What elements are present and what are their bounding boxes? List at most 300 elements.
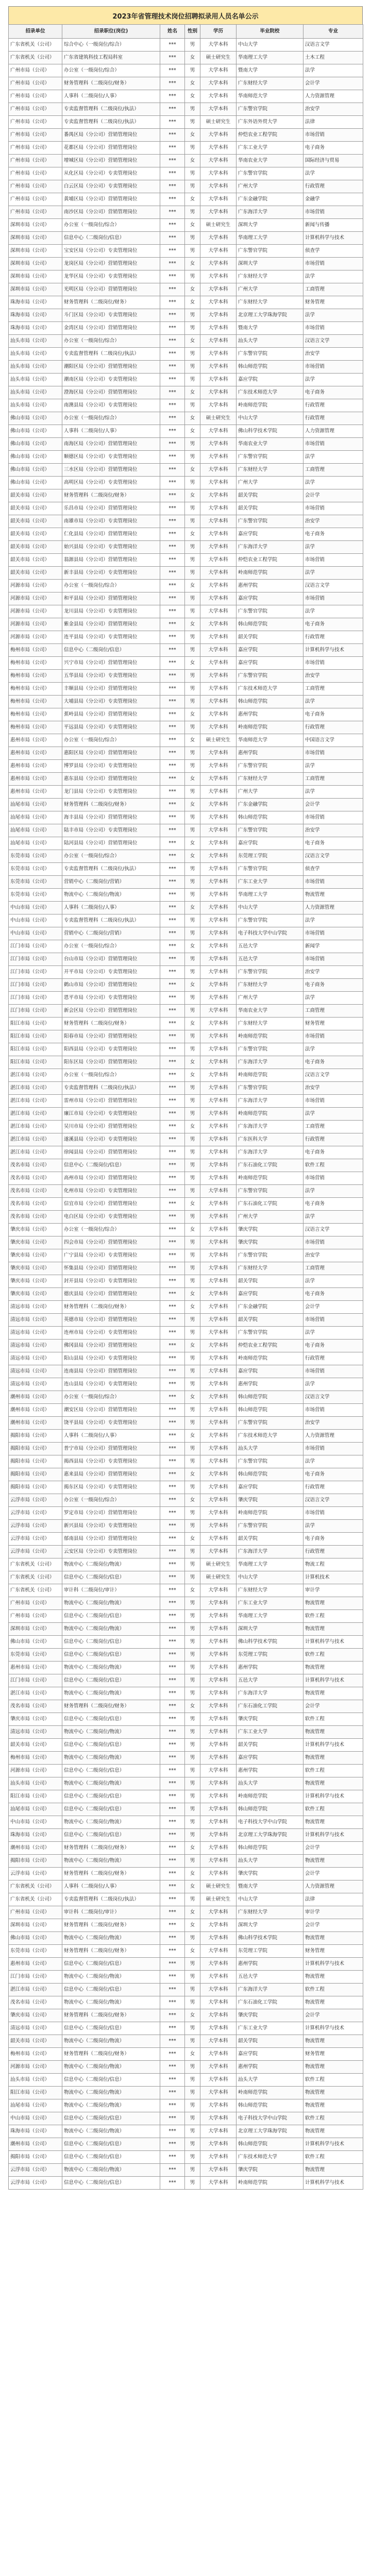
cell-school: 北京理工大学珠海学院: [237, 1829, 303, 1842]
cell-unit: 惠州市局（公司）: [9, 734, 62, 747]
cell-major: 工商管理: [303, 464, 363, 477]
cell-school: 广东海洋大学: [237, 206, 303, 219]
cell-position: 信息中心（二级岗位/信息）: [62, 2177, 160, 2190]
cell-education: 大学本科: [200, 1584, 237, 1597]
cell-school: 仲恺农业工程学院: [237, 554, 303, 567]
table-row: [9, 219, 363, 232]
cell-unit: 茂名市局（公司）: [9, 1996, 62, 2009]
cell-position: 惠东县局（分公司）营销管理岗位: [62, 773, 160, 786]
cell-name: ***: [160, 1043, 185, 1056]
cell-major: 物流管理: [303, 1855, 363, 1868]
cell-school: 汕头大学: [237, 2074, 303, 2087]
cell-education: 大学本科: [200, 515, 237, 528]
cell-education: 大学本科: [200, 296, 237, 309]
cell-name: ***: [160, 39, 185, 52]
cell-position: 信息中心（二级岗位/信息）: [62, 1765, 160, 1777]
table-row: [9, 992, 363, 1005]
cell-education: 大学本科: [200, 1249, 237, 1262]
cell-gender: 男: [185, 103, 200, 116]
cell-unit: 珠海市局（公司）: [9, 1829, 62, 1842]
cell-gender: 男: [185, 747, 200, 760]
cell-unit: 阳江市局（公司）: [9, 1043, 62, 1056]
cell-gender: 女: [185, 1945, 200, 1958]
cell-major: 电子商务: [303, 386, 363, 399]
cell-unit: 广州市局（公司）: [9, 167, 62, 180]
cell-education: 大学本科: [200, 1352, 237, 1365]
cell-major: 汉语言文学: [303, 580, 363, 592]
cell-name: ***: [160, 979, 185, 992]
cell-gender: 男: [185, 1546, 200, 1558]
cell-position: 信息中心（二级岗位/信息）: [62, 1159, 160, 1172]
cell-education: 大学本科: [200, 1481, 237, 1494]
cell-position: 人事科（二级岗位/人事）: [62, 1880, 160, 1893]
cell-name: ***: [160, 2009, 185, 2022]
cell-name: ***: [160, 1868, 185, 1880]
cell-school: 广东工业大学: [237, 142, 303, 155]
cell-major: 法学: [303, 992, 363, 1005]
cell-education: 大学本科: [200, 1507, 237, 1520]
cell-school: 广东警官学院: [237, 824, 303, 837]
cell-education: 大学本科: [200, 747, 237, 760]
cell-unit: 深圳市局（公司）: [9, 219, 62, 232]
cell-gender: 女: [185, 580, 200, 592]
cell-position: 营销中心（二级岗位/营销）: [62, 927, 160, 940]
cell-major: 汉语言文学: [303, 1494, 363, 1507]
cell-gender: 女: [185, 799, 200, 811]
cell-position: 仁化县局（分公司）营销管理岗位: [62, 528, 160, 541]
cell-position: 专卖监督管理科（二级岗位/执法）: [62, 103, 160, 116]
cell-gender: 女: [185, 1584, 200, 1597]
cell-name: ***: [160, 889, 185, 902]
cell-major: 计算机科学与技术: [303, 1958, 363, 1971]
cell-position: 高明区局（分公司）专卖管理岗位: [62, 477, 160, 489]
cell-gender: 男: [185, 786, 200, 799]
cell-major: 行政管理: [303, 631, 363, 644]
cell-unit: 梅州市局（公司）: [9, 683, 62, 696]
cell-position: 办公室（一级岗位/综合）: [62, 1391, 160, 1404]
cell-school: 佛山科学技术学院: [237, 425, 303, 438]
cell-education: 大学本科: [200, 2035, 237, 2048]
cell-unit: 揭阳市局（公司）: [9, 1855, 62, 1868]
candidate-table: [8, 24, 363, 2190]
cell-name: ***: [160, 1829, 185, 1842]
cell-unit: 云浮市局（公司）: [9, 1494, 62, 1507]
cell-position: 营销中心（二级岗位/营销）: [62, 876, 160, 889]
cell-major: 汉语言文学: [303, 1391, 363, 1404]
cell-position: 物流中心（二级岗位/物流）: [62, 1558, 160, 1571]
col-education: 学历: [200, 25, 237, 39]
cell-name: ***: [160, 708, 185, 721]
cell-school: 广东财经大学: [237, 1018, 303, 1030]
cell-major: 法学: [303, 1185, 363, 1198]
cell-name: ***: [160, 1623, 185, 1636]
cell-education: 大学本科: [200, 1996, 237, 2009]
cell-school: 嘉应学院: [237, 644, 303, 657]
cell-name: ***: [160, 554, 185, 567]
cell-gender: 男: [185, 1043, 200, 1056]
cell-name: ***: [160, 721, 185, 734]
cell-gender: 男: [185, 644, 200, 657]
table-row: [9, 1108, 363, 1121]
cell-position: 物流中心（二级岗位/物流）: [62, 2125, 160, 2138]
table-row: [9, 142, 363, 155]
cell-education: 大学本科: [200, 1262, 237, 1275]
table-row: [9, 1404, 363, 1417]
cell-position: 信息中心（二级岗位/信息）: [62, 2022, 160, 2035]
cell-major: 计算机科学与技术: [303, 1636, 363, 1649]
cell-name: ***: [160, 824, 185, 837]
cell-school: 东莞理工学院: [237, 1945, 303, 1958]
cell-position: 龙岗区局（分公司）营销管理岗位: [62, 258, 160, 270]
cell-position: 物流中心（二级岗位/物流）: [62, 1777, 160, 1790]
col-position: 招录职位(岗位): [62, 25, 160, 39]
cell-major: 物流管理: [303, 1971, 363, 1984]
cell-major: 市场营销: [303, 1443, 363, 1455]
cell-education: 大学本科: [200, 245, 237, 258]
cell-unit: 汕头市局（公司）: [9, 335, 62, 348]
cell-major: 治安学: [303, 824, 363, 837]
cell-unit: 肇庆市局（公司）: [9, 2009, 62, 2022]
cell-education: 大学本科: [200, 502, 237, 515]
cell-unit: 肇庆市局（公司）: [9, 1713, 62, 1726]
cell-name: ***: [160, 1018, 185, 1030]
cell-position: 人事科（二级岗位/人事）: [62, 1430, 160, 1443]
cell-name: ***: [160, 799, 185, 811]
cell-school: 广东财经大学: [237, 270, 303, 283]
cell-gender: 女: [185, 1198, 200, 1211]
cell-major: 法学: [303, 914, 363, 927]
cell-position: 始兴县局（分公司）专卖管理岗位: [62, 541, 160, 554]
cell-gender: 男: [185, 1236, 200, 1249]
cell-unit: 汕尾市局（公司）: [9, 799, 62, 811]
cell-position: 翁源县局（分公司）营销管理岗位: [62, 554, 160, 567]
cell-education: 大学本科: [200, 1790, 237, 1803]
cell-school: 广东警官学院: [237, 515, 303, 528]
cell-gender: 男: [185, 1481, 200, 1494]
cell-major: 法学: [303, 541, 363, 554]
cell-position: 物流中心（二级岗位/物流）: [62, 2061, 160, 2074]
cell-name: ***: [160, 747, 185, 760]
cell-major: 电子商务: [303, 708, 363, 721]
table-row: [9, 296, 363, 309]
cell-gender: 男: [185, 1314, 200, 1327]
cell-gender: 男: [185, 2022, 200, 2035]
cell-education: 大学本科: [200, 1275, 237, 1288]
cell-school: 深圳大学: [237, 1919, 303, 1932]
cell-school: 岭南师范学院: [237, 1790, 303, 1803]
cell-position: 连平县局（分公司）专卖管理岗位: [62, 631, 160, 644]
cell-education: 大学本科: [200, 464, 237, 477]
cell-education: 大学本科: [200, 180, 237, 193]
cell-unit: 河源市局（公司）: [9, 1765, 62, 1777]
cell-major: 物流管理: [303, 1687, 363, 1700]
cell-education: 大学本科: [200, 142, 237, 155]
cell-name: ***: [160, 1507, 185, 1520]
table-row: [9, 1893, 363, 1906]
cell-major: 行政管理: [303, 721, 363, 734]
cell-position: 信宜市局（分公司）营销管理岗位: [62, 1198, 160, 1211]
table-row: [9, 270, 363, 283]
table-row: [9, 1790, 363, 1803]
cell-major: 市场营销: [303, 1236, 363, 1249]
table-row: [9, 1494, 363, 1507]
cell-education: 大学本科: [200, 1146, 237, 1159]
cell-unit: 云浮市局（公司）: [9, 1520, 62, 1533]
cell-education: 大学本科: [200, 2112, 237, 2125]
cell-school: 华南理工大学: [237, 889, 303, 902]
cell-major: 市场营销: [303, 592, 363, 605]
cell-gender: 女: [185, 940, 200, 953]
table-row: [9, 1417, 363, 1430]
cell-school: 佛山科学技术学院: [237, 1636, 303, 1649]
cell-unit: 广州市局（公司）: [9, 206, 62, 219]
cell-gender: 男: [185, 2035, 200, 2048]
cell-gender: 男: [185, 116, 200, 129]
cell-position: 物流中心（二级岗位/物流）: [62, 1971, 160, 1984]
table-row: [9, 1468, 363, 1481]
cell-gender: 男: [185, 1185, 200, 1198]
cell-education: 大学本科: [200, 1674, 237, 1687]
cell-school: 肇庆学院: [237, 1236, 303, 1249]
cell-education: 大学本科: [200, 489, 237, 502]
cell-major: 市场营销: [303, 1172, 363, 1185]
cell-gender: 男: [185, 863, 200, 876]
table-row: [9, 914, 363, 927]
table-row: [9, 39, 363, 52]
cell-school: 广东技术师范大学: [237, 2151, 303, 2164]
cell-position: 陆丰市局（分公司）专卖管理岗位: [62, 824, 160, 837]
table-row: [9, 438, 363, 451]
cell-major: 侦查学: [303, 863, 363, 876]
cell-position: 物流中心（二级岗位/物流）: [62, 2035, 160, 2048]
cell-gender: 女: [185, 1069, 200, 1082]
cell-major: 市场营销: [303, 1365, 363, 1378]
cell-major: 工商管理: [303, 1121, 363, 1133]
cell-education: 大学本科: [200, 786, 237, 799]
cell-major: 软件工程: [303, 1984, 363, 1996]
cell-education: 大学本科: [200, 554, 237, 567]
cell-unit: 揭阳市局（公司）: [9, 1468, 62, 1481]
cell-position: 南沙区局（分公司）营销管理岗位: [62, 206, 160, 219]
cell-gender: 男: [185, 232, 200, 245]
cell-education: 大学本科: [200, 1404, 237, 1417]
cell-unit: 梅州市局（公司）: [9, 644, 62, 657]
cell-name: ***: [160, 1739, 185, 1752]
cell-position: 潮安区局（分公司）营销管理岗位: [62, 1404, 160, 1417]
cell-position: 丰顺县局（分公司）营销管理岗位: [62, 683, 160, 696]
cell-unit: 云浮市局（公司）: [9, 1546, 62, 1558]
cell-major: 电子商务: [303, 1198, 363, 1211]
cell-major: 计算机科学与技术: [303, 232, 363, 245]
cell-school: 广东财经大学: [237, 979, 303, 992]
cell-school: 华南理工大学: [237, 1558, 303, 1571]
cell-name: ***: [160, 283, 185, 296]
cell-name: ***: [160, 1288, 185, 1301]
table-row: [9, 1700, 363, 1713]
cell-name: ***: [160, 811, 185, 824]
table-row: [9, 309, 363, 322]
cell-position: 专卖监督管理科（二级岗位/执法）: [62, 1082, 160, 1095]
cell-major: 市场营销: [303, 811, 363, 824]
cell-gender: 女: [185, 296, 200, 309]
cell-major: 物流管理: [303, 1662, 363, 1674]
cell-unit: 广东省机关（公司）: [9, 1571, 62, 1584]
cell-school: 广东警官学院: [237, 103, 303, 116]
table-row: [9, 902, 363, 914]
cell-unit: 东莞市局（公司）: [9, 863, 62, 876]
table-row: [9, 361, 363, 374]
cell-unit: 深圳市局（公司）: [9, 232, 62, 245]
cell-position: 办公室（一级岗位/综合）: [62, 1069, 160, 1082]
table-row: [9, 592, 363, 605]
cell-name: ***: [160, 683, 185, 696]
cell-education: 大学本科: [200, 1443, 237, 1455]
cell-major: 计算机科学与技术: [303, 1790, 363, 1803]
cell-education: 大学本科: [200, 1906, 237, 1919]
table-row: [9, 824, 363, 837]
cell-position: 阳西县局（分公司）专卖管理岗位: [62, 1043, 160, 1056]
cell-school: 嘉应学院: [237, 374, 303, 386]
cell-name: ***: [160, 1958, 185, 1971]
cell-gender: 男: [185, 567, 200, 580]
table-row: [9, 2074, 363, 2087]
cell-gender: 男: [185, 1726, 200, 1739]
cell-gender: 女: [185, 52, 200, 64]
cell-major: 工商管理: [303, 1005, 363, 1018]
cell-school: 广东警官学院: [237, 1082, 303, 1095]
cell-gender: 男: [185, 1674, 200, 1687]
cell-name: ***: [160, 1121, 185, 1133]
cell-name: ***: [160, 734, 185, 747]
cell-name: ***: [160, 953, 185, 966]
table-row: [9, 258, 363, 270]
cell-name: ***: [160, 1378, 185, 1391]
cell-gender: 男: [185, 1610, 200, 1623]
cell-name: ***: [160, 116, 185, 129]
cell-education: 大学本科: [200, 1842, 237, 1855]
table-row: [9, 515, 363, 528]
cell-school: 韶关学院: [237, 631, 303, 644]
cell-position: 信息中心（二级岗位/信息）: [62, 2074, 160, 2087]
cell-name: ***: [160, 2074, 185, 2087]
cell-school: 汕头大学: [237, 1777, 303, 1790]
cell-name: ***: [160, 1030, 185, 1043]
cell-education: 大学本科: [200, 876, 237, 889]
cell-unit: 阳江市局（公司）: [9, 1056, 62, 1069]
cell-gender: 男: [185, 502, 200, 515]
cell-gender: 男: [185, 1984, 200, 1996]
cell-school: 岭南师范学院: [237, 399, 303, 412]
cell-gender: 男: [185, 696, 200, 708]
table-row: [9, 657, 363, 670]
cell-position: 信息中心（二级岗位/信息）: [62, 1713, 160, 1726]
cell-unit: 云浮市局（公司）: [9, 1533, 62, 1546]
cell-education: 大学本科: [200, 2151, 237, 2164]
cell-gender: 女: [185, 1121, 200, 1133]
cell-position: 南海区局（分公司）营销管理岗位: [62, 438, 160, 451]
cell-major: 电子商务: [303, 142, 363, 155]
cell-unit: 东莞市局（公司）: [9, 1649, 62, 1662]
cell-unit: 佛山市局（公司）: [9, 1636, 62, 1649]
cell-school: 嘉应学院: [237, 837, 303, 850]
cell-name: ***: [160, 1224, 185, 1236]
cell-name: ***: [160, 773, 185, 786]
cell-position: 怀集县局（分公司）营销管理岗位: [62, 1262, 160, 1275]
cell-school: 北京理工大学珠海学院: [237, 2125, 303, 2138]
table-row: [9, 1687, 363, 1700]
cell-name: ***: [160, 1494, 185, 1507]
cell-major: 市场营销: [303, 657, 363, 670]
cell-position: 物流中心（二级岗位/物流）: [62, 1726, 160, 1739]
cell-unit: 清远市局（公司）: [9, 1378, 62, 1391]
cell-position: 饶平县局（分公司）专卖管理岗位: [62, 1417, 160, 1430]
cell-education: 大学本科: [200, 1816, 237, 1829]
cell-name: ***: [160, 1610, 185, 1623]
cell-school: 广东警官学院: [237, 167, 303, 180]
cell-school: 嘉应学院: [237, 657, 303, 670]
cell-education: 硕士研究生: [200, 412, 237, 425]
cell-unit: 广东省机关（公司）: [9, 1893, 62, 1906]
cell-position: 信息中心（二级岗位/信息）: [62, 232, 160, 245]
table-row: [9, 605, 363, 618]
cell-unit: 深圳市局（公司）: [9, 283, 62, 296]
table-row: [9, 1803, 363, 1816]
cell-education: 大学本科: [200, 2138, 237, 2151]
cell-school: 韶关学院: [237, 1533, 303, 1546]
cell-name: ***: [160, 52, 185, 64]
cell-major: 法学: [303, 309, 363, 322]
cell-name: ***: [160, 1236, 185, 1249]
cell-position: 办公室（一级岗位/综合）: [62, 64, 160, 77]
cell-position: 英德市局（分公司）营销管理岗位: [62, 1314, 160, 1327]
cell-unit: 阳江市局（公司）: [9, 1030, 62, 1043]
cell-major: 市场营销: [303, 361, 363, 374]
cell-gender: 男: [185, 1558, 200, 1571]
cell-gender: 男: [185, 1172, 200, 1185]
cell-unit: 佛山市局（公司）: [9, 412, 62, 425]
cell-name: ***: [160, 1919, 185, 1932]
cell-education: 大学本科: [200, 451, 237, 464]
table-row: [9, 1752, 363, 1765]
cell-major: 电子商务: [303, 528, 363, 541]
table-row: [9, 1674, 363, 1687]
cell-major: 工商管理: [303, 283, 363, 296]
table-row: [9, 283, 363, 296]
cell-gender: 女: [185, 1842, 200, 1855]
table-row: [9, 1236, 363, 1249]
cell-education: 大学本科: [200, 1185, 237, 1198]
table-row: [9, 773, 363, 786]
cell-major: 法学: [303, 786, 363, 799]
cell-education: 大学本科: [200, 1984, 237, 1996]
cell-school: 广东财经大学: [237, 1262, 303, 1275]
cell-unit: 肇庆市局（公司）: [9, 1236, 62, 1249]
cell-position: 信息中心（二级岗位/信息）: [62, 1674, 160, 1687]
cell-gender: 男: [185, 348, 200, 361]
cell-unit: 深圳市局（公司）: [9, 1919, 62, 1932]
cell-school: 五邑大学: [237, 1674, 303, 1687]
cell-gender: 女: [185, 528, 200, 541]
cell-major: 汉语言文学: [303, 850, 363, 863]
cell-education: 大学本科: [200, 1726, 237, 1739]
cell-major: 财务管理: [303, 1945, 363, 1958]
cell-gender: 女: [185, 412, 200, 425]
cell-name: ***: [160, 1455, 185, 1468]
table-row: [9, 52, 363, 64]
cell-gender: 男: [185, 1005, 200, 1018]
cell-major: 市场营销: [303, 1404, 363, 1417]
table-row: [9, 1301, 363, 1314]
